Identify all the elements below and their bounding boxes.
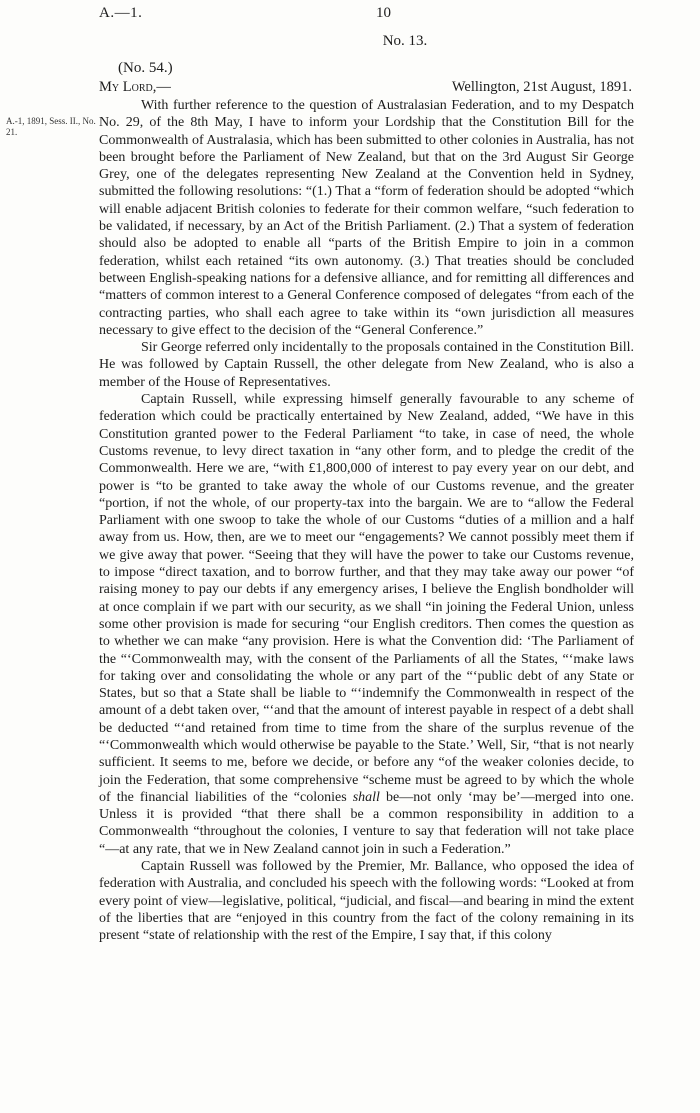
salutation: My Lord,— xyxy=(99,79,171,95)
paragraph-sir-george: Sir George referred only incidentally to the proposals contained in the Constitution Bill. He was followed by Captain Russell, the other delegate from New Zealand, who is also a member of the House of Representatives. xyxy=(99,340,634,390)
emphasized-word: shall xyxy=(352,789,380,805)
letter-body xyxy=(99,97,634,945)
despatch-number: (No. 54.) xyxy=(118,60,173,76)
paragraph-text-after: be—not only ‘may be’—merged into one. Unless it is provided “that there shall be a common responsibility in addition to a Commonwealth “throughout the colonies, I venture to say that federation will not take place “—at any rate, that we in New Zealand cannot join in such a Federation.” xyxy=(99,789,635,857)
page-number: 10 xyxy=(376,5,391,21)
paragraph-resolutions: With further reference to the question of Australasian Federation, and to my Despatch No. 29, of the 8th May, I have to inform your Lordship that the Constitution Bill for the Commonwealth of Australasia, which has been submitted to other colonies in Australia, has not been brought before the Parliament of New Zealand, but that on the 3rd August Sir George Grey, one of the delegates representing New Zealand at the Convention held in Sydney, submitted the following resolutions: “(1.) That a “form of federation should be adopted “which will enable adjacent British colonies to federate for their common welfare, “such federation to be validated, if necessary, by an Act of the British Parliament. (2.) That a system of federation should also be adopted to enable all “parts of the British Empire to join in a common federation, whilst each retained “its own autonomy. (3.) That treaties should be concluded between English-speaking nations for a defensive alliance, and for remitting all differences and “matters of common interest to a General Conference composed of delegates “from each of the contracting parties, who shall each agree to take within its “own jurisdiction all measures necessary to give effect to the decision of the “General Conference.” xyxy=(99,98,634,338)
place-date: Wellington, 21st August, 1891. xyxy=(451,79,632,95)
paragraph-text-before: Captain Russell, while expressing himself generally favourable to any scheme of federation which could be practically entertained by New Zealand, added, “We have in this Constitution granted power to the Federal Parliament “to take, in case of need, the whole Customs revenue, to levy direct taxation in “any other form, and to pledge the credit of the Commonwealth. Here we are, “with £1,800,000 of interest to pay every year on our debt, and power is “to be granted to take away the whole of our Customs revenue, and the greater “portion, if not the whole, of our property-tax into the bargain. We are to “allow the Federal Parliament with one swoop to take the whole of our Customs “duties of a million and a half away from us. How, then, are we to meet our “engagements? We cannot possibly meet them if we give away that power. “Seeing that they will have the power to take our Customs revenue, to impose “direct taxation, and to borrow further, and that they may take away our power “of raising money to pay our debts if any emergency arises, I believe the English bondholder will at once complain if we part with our security, as we shall “in joining the Federal Union, unless some other provision is made for securing “our English creditors. Then comes the question as to whether we can make “any provision. Here is what the Convention did: ‘The Parliament of the “‘Commonwealth may, with the consent of the Parliaments of all the States, “‘make laws for taking over and consolidating the whole or any part of the “‘public debt of any State or States, but so that a State shall be liable to “‘indemnify the Commonwealth in respect of the amount of a debt taken over, “‘and that the amount of interest payable in respect of a debt shall be deducted “‘and retained from time to time from the share of the surplus revenue of the “‘Commonwealth which would otherwise be payable to the State.’ Well, Sir, “that is not nearly sufficient. It seems to me, before we decide, or before any “of the weaker colonies decide, to join the Federation, that some comprehensive “scheme must be agreed to by which the whole of the financial liabilities of the “colonies xyxy=(99,392,634,805)
paragraph-premier-ballance: Captain Russell was followed by the Premier, Mr. Ballance, who opposed the idea of federation with Australia, and concluded his speech with the following words: “Looked at from every point of view—legislative, political, “judicial, and fiscal—and bearing in mind the extent of the liberties that are “enjoyed in this country from the fact of the colony remaining in its present “state of relationship with the rest of the Empire, I say that, if this colony xyxy=(99,859,634,944)
document-reference: A.—1. xyxy=(99,5,143,21)
margin-reference: A.-1, 1891, Sess. II., No. 21. xyxy=(6,116,96,137)
paragraph-captain-russell xyxy=(99,391,634,858)
letter-number: No. 13. xyxy=(382,33,428,49)
